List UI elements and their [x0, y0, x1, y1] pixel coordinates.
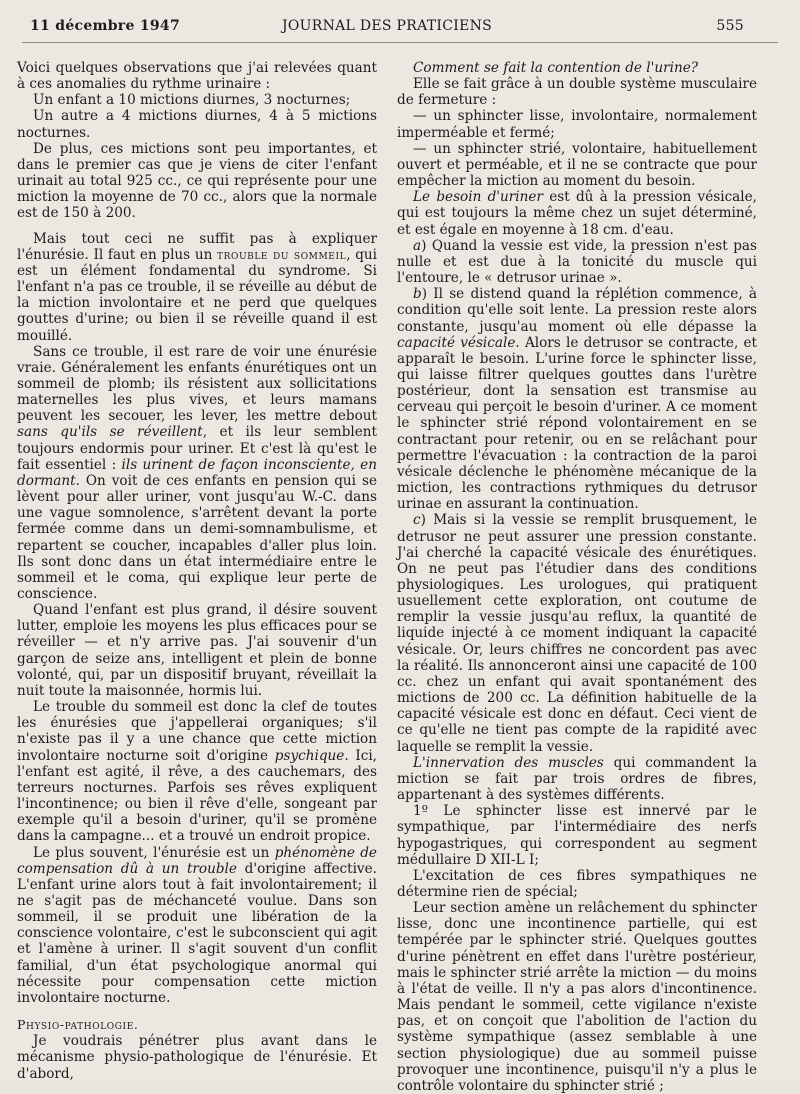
paragraph — [17, 699, 377, 844]
paragraph: Je voudrais pénétrer plus avant dans le mécanisme physio-pathologique de l'énurésie. Et d'abord, — [17, 1033, 377, 1082]
list-letter: a — [413, 237, 422, 254]
small-caps-term: trouble du sommeil — [217, 246, 347, 262]
italic-text: phénomène de compensation dû à un trouble — [17, 844, 377, 877]
paragraph — [397, 512, 757, 754]
text-run: qui commandent la miction se fait par trois ordres de fibres, appartenant à des systèmes différents. — [397, 754, 757, 804]
paragraph: L'excitation de ces fibres sympathiques ne détermine rien de spécial; — [397, 867, 757, 900]
paragraph: Elle se fait grâce à un double système musculaire de fermeture : — [397, 76, 757, 109]
text-run: ) Quand la vessie est vide, la pression n'est pas nulle et est due à la tonicité du muscle qui l'entoure, le « detrusor urinae ». — [397, 237, 757, 287]
paragraph — [17, 845, 377, 1007]
paragraph: 1º Le sphincter lisse est innervé par le sympathique, par l'intermédiaire des nerfs hypogastriques, qui correspondent au segment médullaire D XII-L I; — [397, 803, 757, 868]
paragraph — [397, 238, 757, 286]
paragraph — [397, 189, 757, 237]
italic-text: Comment se fait la contention de l'urine? — [413, 60, 699, 76]
italic-text: L'innervation des muscles — [413, 754, 604, 771]
text-run: est dû à la pression vésicale, qui est toujours la même chez un sujet déterminé, et est égale en moyenne à 18 cm. d'eau. — [397, 189, 757, 238]
list-letter: b — [413, 286, 422, 303]
italic-text: ils urinent de façon inconsciente, en dormant — [17, 456, 377, 489]
page-header — [30, 18, 744, 40]
text-run: Mais tout ceci ne suffit pas à expliquer l'énurésie. Il faut en plus un — [17, 230, 377, 263]
text-run: . On voit de ces enfants en pension qui se lèvent pour aller uriner, vont jusqu'au W.-C. dans une vague somnolence, s'arrêtent devant la porte fermée comme dans un demi-somnambulisme, et repartent se coucher, incapables d'aller plus loin. Ils sont donc dans un état intermédiaire entre le sommeil et le coma, qui explique leur perte de conscience. — [17, 472, 377, 602]
paragraph — [397, 286, 757, 512]
paragraph: De plus, ces mictions sont peu importantes, et dans le premier cas que je viens de citer l'enfant urinait au total 925 cc., ce qui représente pour une miction la moyenne de 70 cc., alors que la normale est de 150 à 200. — [17, 140, 377, 222]
paragraph — [17, 344, 377, 603]
text-run: ) Il se distend quand la réplétion commence, à condition qu'elle soit lente. La pression reste alors constante, jusqu'au moment où elle dépasse la — [397, 286, 757, 335]
right-column — [397, 60, 757, 1094]
text-run: Sans ce trouble, il est rare de voir une énurésie vraie. Généralement les enfants énurétiques ont un sommeil de plomb; ils résistent aux sollicitations maternelles les plus vives, et leurs mamans peuvent les secouer, les lever, les mettre debout — [17, 343, 377, 425]
paragraph: — un sphincter lisse, involontaire, normalement imperméable et fermé; — [397, 108, 757, 141]
text-run: d'origine affective. L'enfant urine alors tout à fait involontairement; il ne s'agit pas de méchanceté voulue. Dans son sommeil, il se produit une libération de la conscience volontaire, c'est le subconscient qui agit et l'amène à uriner. Il s'agit souvent d'un conflit familial, d'un état psychologique anormal qui nécessite pour compensation cette miction involontaire nocturne. — [17, 860, 377, 1006]
paragraph — [397, 755, 757, 803]
text-run: ) Mais si la vessie se remplit brusquement, le detrusor ne peut assurer une pression constante. J'ai cherché la capacité vésicale des énurétiques. On ne peut pas l'étudier dans des conditions physiologiques. Les urologues, qui pratiquent usuellement cette exploration, ont coutume de remplir la vessie jusqu'au reflux, la quantité de liquide injecté à ce moment indiquant la capacité vésicale. Or, leurs chiffres ne concordent pas avec la réalité. Ils annonceront ainsi une capacité de 100 cc. chez un enfant qui avait spontanément des mictions de 200 cc. La définition habituelle de la capacité vésicale est donc en défaut. Ceci vient de ce qu'elle ne tient pas compte de la rapidité avec laquelle se remplit la vessie. — [397, 512, 757, 755]
journal-title: JOURNAL DES PRATICIENS — [281, 18, 493, 34]
italic-text: Le besoin d'uriner — [413, 189, 543, 206]
paragraph: — un sphincter strié, volontaire, habituellement ouvert et perméable, et il ne se contracte que pour empêcher la miction au moment du besoin. — [397, 140, 757, 190]
question-heading — [397, 60, 757, 76]
text-run: Le trouble du sommeil est donc la clef de toutes les énurésies que j'appellerai organiques; s'il n'existe pas il y a une chance que cette miction involontaire nocturne soit d'origine — [17, 699, 377, 764]
paragraph: Un enfant a 10 mictions diurnes, 3 nocturnes; — [33, 92, 351, 109]
text-run: . Alors le detrusor se contracte, et apparaît le besoin. L'urine force le sphincter lisse, qui laisse filtrer quelques gouttes dans l'urètre postérieur, dont la sensation est transmise au cerveau qui perçoit le besoin d'uriner. A ce moment le sphincter strié répond volontairement en se contractant pour retenir, ou en se relâchant pour permettre l'évacuation : la contraction de la paroi vésicale déclenche le phénomène mécanique de la miction, les contractions rythmiques du detrusor urinae en assurant la continuation. — [397, 334, 757, 513]
text-run: , et ils leur semblent toujours endormis pour uriner. Et c'est là qu'est le fait essentiel : — [17, 424, 378, 473]
text-run: . Ici, l'enfant est agité, il rêve, a des cauchemars, des terreurs nocturnes. Parfois ses rêves expliquent l'incontinence; ou bien il rêve d'elle, songeant par exemple qu'il a besoin d'uriner, qu'il se promène dans la campagne... et a trouvé un endroit propice. — [17, 747, 377, 845]
paragraph: Un autre a 4 mictions diurnes, 4 à 5 mictions nocturnes. — [17, 108, 377, 141]
section-heading-text: Physio-pathologie. — [17, 1017, 139, 1033]
section-heading — [17, 1017, 377, 1033]
paragraph: Leur section amène un relâchement du sphincter lisse, donc une incontinence partielle, qui est tempérée par le sphincter strié. Quelques gouttes d'urine pénètrent en effet dans l'urètre postérieur, mais le sphincter strié arrête la miction — du moins à l'état de veille. Il n'y a pas alors d'incontinence. Mais pendant le sommeil, cette vigilance n'existe pas, et on conçoit que l'abolition de l'action du système sympathique (assez semblable à une section physiologique) due au sommeil puisse provoquer une incontinence, puisqu'il n'y a plus le contrôle volontaire du sphincter strié ; — [397, 900, 757, 1094]
text-run: , qui est un élément fondamental du syndrome. Si l'enfant n'a pas ce trouble, il se réveille au début de la miction involontaire et ne perd que quelques gouttes d'urine; ou bien il se réveille quand il est mouillé. — [17, 246, 378, 344]
paragraph — [17, 231, 377, 344]
list-letter: c — [413, 512, 421, 529]
left-column — [17, 60, 377, 1082]
paragraph: Voici quelques observations que j'ai relevées quant à ces anomalies du rythme urinaire : — [17, 60, 377, 93]
italic-text: psychique — [274, 747, 345, 764]
issue-date: 11 décembre 1947 — [30, 18, 181, 34]
text-run: Le plus souvent, l'énurésie est un — [33, 844, 275, 861]
header-rule — [22, 42, 778, 43]
paragraph: Quand l'enfant est plus grand, il désire souvent lutter, emploie les moyens les plus efficaces pour se réveiller — et n'y arrive pas. J'ai souvenir d'un garçon de seize ans, intelligent et plein de bonne volonté, qui, par un dispositif bruyant, réveillait la nuit toute la maisonnée, hormis lui. — [17, 602, 377, 699]
italic-text: sans qu'ils se réveillent — [17, 424, 203, 441]
page-number: 555 — [716, 18, 744, 34]
italic-text: capacité vésicale — [397, 334, 516, 351]
